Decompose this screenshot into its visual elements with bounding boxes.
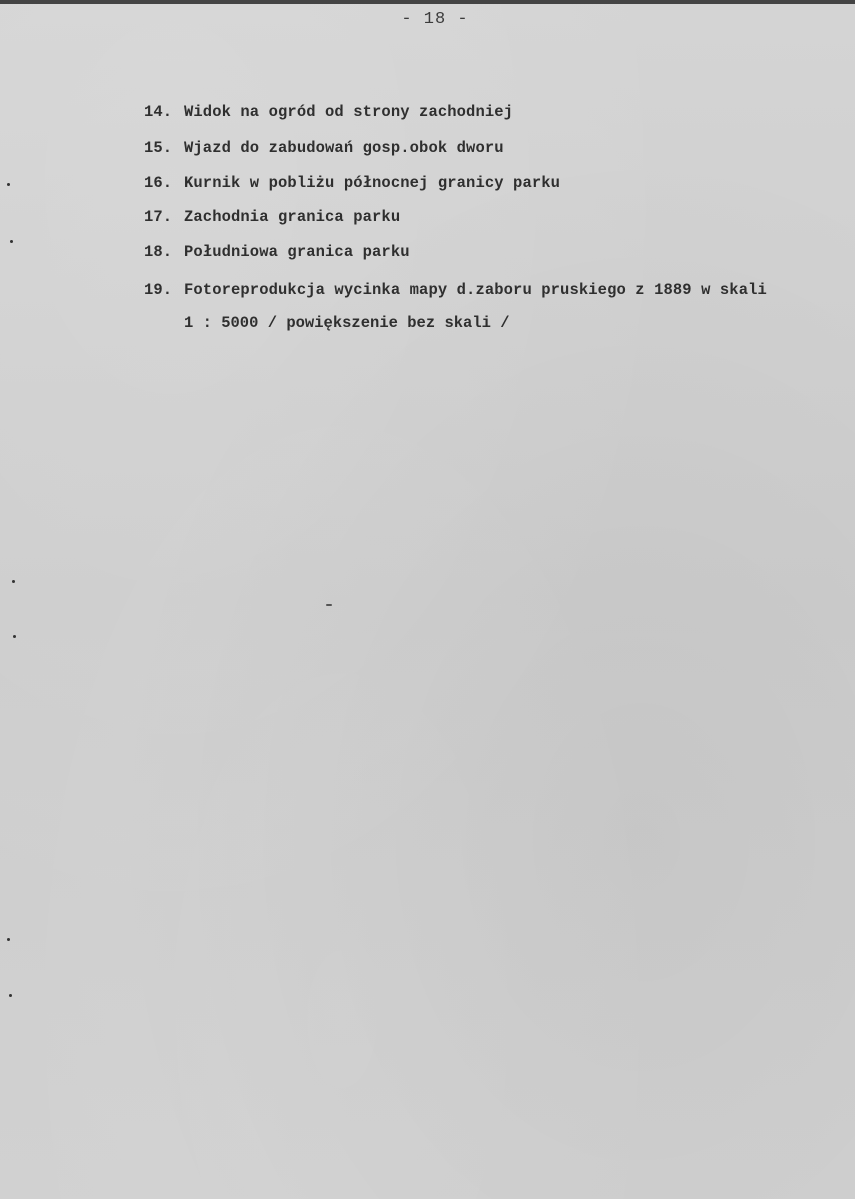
- item-number: 18.: [144, 243, 173, 261]
- list-item: [144, 243, 410, 261]
- item-continuation: 1 : 5000 / powiększenie bez skali /: [184, 314, 510, 332]
- page-speck: [10, 240, 13, 243]
- page-speck: [13, 635, 16, 638]
- page-speck: [12, 580, 15, 583]
- item-number: 14.: [144, 103, 173, 121]
- item-number: 15.: [144, 139, 173, 157]
- item-text: Fotoreprodukcja wycinka mapy d.zaboru pruskiego z 1889 w skali: [184, 281, 767, 299]
- item-text: Widok na ogród od strony zachodniej: [184, 103, 514, 121]
- item-text: Kurnik w pobliżu północnej granicy parku: [184, 174, 561, 192]
- page-speck: [7, 938, 10, 941]
- item-number: 16.: [144, 174, 173, 192]
- page-speck: [7, 183, 10, 186]
- list-item: [144, 103, 513, 121]
- list-item: [144, 139, 504, 157]
- list-item: [144, 208, 400, 226]
- page-top-edge: [0, 0, 855, 4]
- item-number: 19.: [144, 281, 173, 299]
- list-item: [144, 174, 560, 192]
- page-speck: [9, 994, 12, 997]
- item-number: 17.: [144, 208, 173, 226]
- item-text: Zachodnia granica parku: [184, 208, 401, 226]
- item-text: Południowa granica parku: [184, 243, 410, 261]
- page-number: - 18 -: [401, 10, 469, 29]
- page-speck: [326, 604, 332, 606]
- list-item: [144, 281, 767, 299]
- item-text: Wjazd do zabudowań gosp.obok dworu: [184, 139, 504, 157]
